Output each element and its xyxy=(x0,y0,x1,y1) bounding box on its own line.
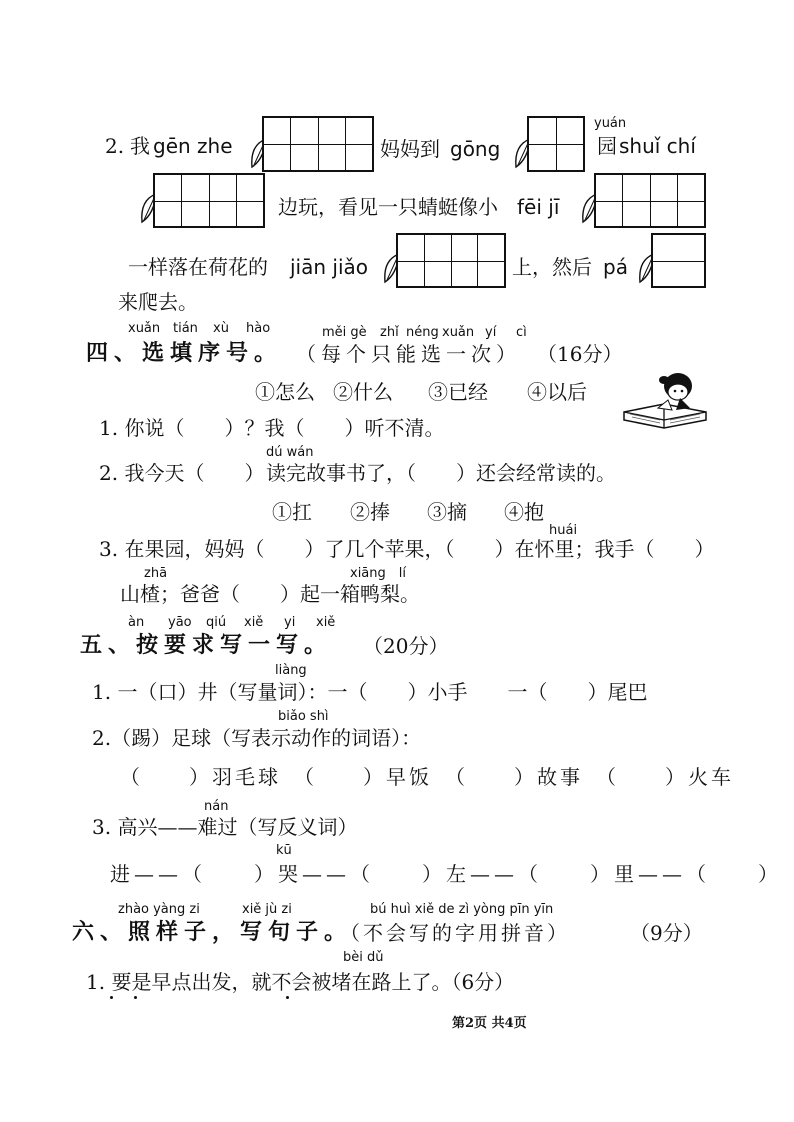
q2-pinyin-pa: pá xyxy=(603,255,628,279)
pinyin-ci: cì xyxy=(516,325,527,340)
option-4-bao: ④抱 xyxy=(504,500,544,524)
pinyin-xiangli: xiāng lí xyxy=(350,566,406,581)
section6-title: 六、照样子，写句子。 xyxy=(72,920,353,945)
q2-text-4: 边玩，看见一只蜻蜓像小 xyxy=(278,195,498,219)
s5-question-1: 1. 一（口）井（写量词）：一（ ）小手 一（ ）尾巴 xyxy=(92,680,648,704)
pinyin-yi2: yi xyxy=(284,615,296,630)
option-1-zenme: ①怎么 xyxy=(255,380,315,404)
pinyin-meige: měi gè xyxy=(322,325,367,340)
option-3-yijing: ③已经 xyxy=(428,380,488,404)
pinyin-zhi: zhǐ xyxy=(380,325,399,340)
pinyin-xiejuzi: xiě jù zi xyxy=(242,902,292,917)
s4-question-3-line1: 3. 在果园，妈妈（ ）了几个苹果，（ ）在怀里；我手（ ） xyxy=(99,537,715,561)
emphasis-dot xyxy=(286,996,289,999)
pinyin-buhuixie: bú huì xiě de zì yòng pīn yīn xyxy=(370,902,554,917)
pinyin-yao: yāo xyxy=(168,615,192,630)
pinyin-xuan2: xuǎn xyxy=(442,325,475,340)
section4-title: 四、选填序号。 xyxy=(86,341,283,366)
q2-text-2: 妈妈到 xyxy=(380,137,440,161)
emphasis-dot xyxy=(110,996,113,999)
s4-question-2-b: 读完故事书了，（ ）还会经常读的。 xyxy=(266,461,616,485)
option-1-kang: ①扛 xyxy=(272,500,312,524)
pinyin-xie2: xiě xyxy=(316,615,336,630)
emphasis-dot xyxy=(134,996,137,999)
pinyin-liang: liàng xyxy=(275,663,307,678)
pinyin-yuan: yuán xyxy=(594,116,627,131)
q2-number: 2. xyxy=(105,134,125,158)
q2-pinyin-shuichi: shuǐ chí xyxy=(619,134,696,158)
pinyin-tian: tián xyxy=(173,321,198,336)
pinyin-zha: zhā xyxy=(144,566,168,581)
q2-pinyin-genzhe: gēn zhe xyxy=(153,134,233,158)
pinyin-ku: kū xyxy=(276,843,292,858)
s4-question-1: 1. 你说（ ）？我（ ）听不清。 xyxy=(99,416,445,440)
pinyin-yi: yí xyxy=(485,325,497,340)
pinyin-biaoshi: biǎo shì xyxy=(278,709,329,724)
pinyin-xie: xiě xyxy=(244,615,264,630)
writing-grid-jianjiao[interactable] xyxy=(396,233,506,288)
option-2-peng: ②捧 xyxy=(350,500,390,524)
option-3-zhai: ③摘 xyxy=(427,500,467,524)
q2-text-1: 我 xyxy=(130,134,150,158)
writing-grid-shuichi[interactable] xyxy=(153,173,265,228)
pinyin-an: àn xyxy=(128,615,145,630)
q2-pinyin-feiji: fēi jī xyxy=(517,195,560,219)
q2-text-3: 园 xyxy=(597,134,617,158)
s4-question-3-line2: 山楂；爸爸（ ）起一箱鸭梨。 xyxy=(120,582,420,606)
pinyin-nan: nán xyxy=(204,799,229,814)
pinyin-xu: xù xyxy=(213,321,229,336)
s4-question-2-a: 2. 我今天（ ） xyxy=(99,461,265,485)
q2-pinyin-gong: gōng xyxy=(450,137,501,161)
pinyin-duwan: dú wán xyxy=(266,445,314,460)
section6-note: （不会写的字用拼音） xyxy=(340,921,570,945)
writing-grid-feiji[interactable] xyxy=(594,173,706,228)
pinyin-qiu: qiú xyxy=(206,615,227,630)
s5-question-3: 3. 高兴——难过（写反义词） xyxy=(92,815,358,839)
q2-text-5: 一样落在荷花的 xyxy=(128,255,268,279)
section4-note: （每个只能选一次） xyxy=(296,342,521,366)
writing-grid-gong[interactable] xyxy=(527,116,585,172)
q2-text-6: 上，然后 xyxy=(512,255,592,279)
pinyin-huai: huái xyxy=(549,523,578,538)
section5-title: 五、按要求写一写。 xyxy=(80,633,333,658)
option-2-shenme: ②什么 xyxy=(333,380,393,404)
writing-grid-genzhe[interactable] xyxy=(262,116,374,172)
s5-question-3-blanks: 进——（ ）哭——（ ）左——（ ）里——（ ） xyxy=(110,862,782,886)
pinyin-neng: néng xyxy=(406,325,439,340)
s5-question-2-blanks: （ ）羽毛球 （ ）早饭 （ ）故事 （ ）火车 xyxy=(120,765,734,789)
option-4-yihou: ④以后 xyxy=(527,380,587,404)
section6-score: （9分） xyxy=(630,921,703,945)
page-footer: 第2页 共4页 xyxy=(452,1016,527,1031)
pinyin-zhaoyangzi: zhào yàng zi xyxy=(118,902,200,917)
s6-question-1: 1. 要是早点出发，就不会被堵在路上了。（6分） xyxy=(86,970,515,994)
reading-girl-illustration xyxy=(620,362,712,436)
section5-score: （20分） xyxy=(363,634,449,658)
writing-grid-pa[interactable] xyxy=(651,233,706,288)
section4-score: （16分） xyxy=(537,342,623,366)
pinyin-beidu: bèi dǔ xyxy=(343,950,384,965)
q2-pinyin-jianjiao: jiān jiǎo xyxy=(290,255,369,279)
pinyin-xuan: xuǎn xyxy=(128,321,161,336)
pinyin-hao: hào xyxy=(246,321,271,336)
s5-question-2: 2.（踢）足球（写表示动作的词语）： xyxy=(92,726,422,750)
q2-text-7: 来爬去。 xyxy=(118,290,198,314)
